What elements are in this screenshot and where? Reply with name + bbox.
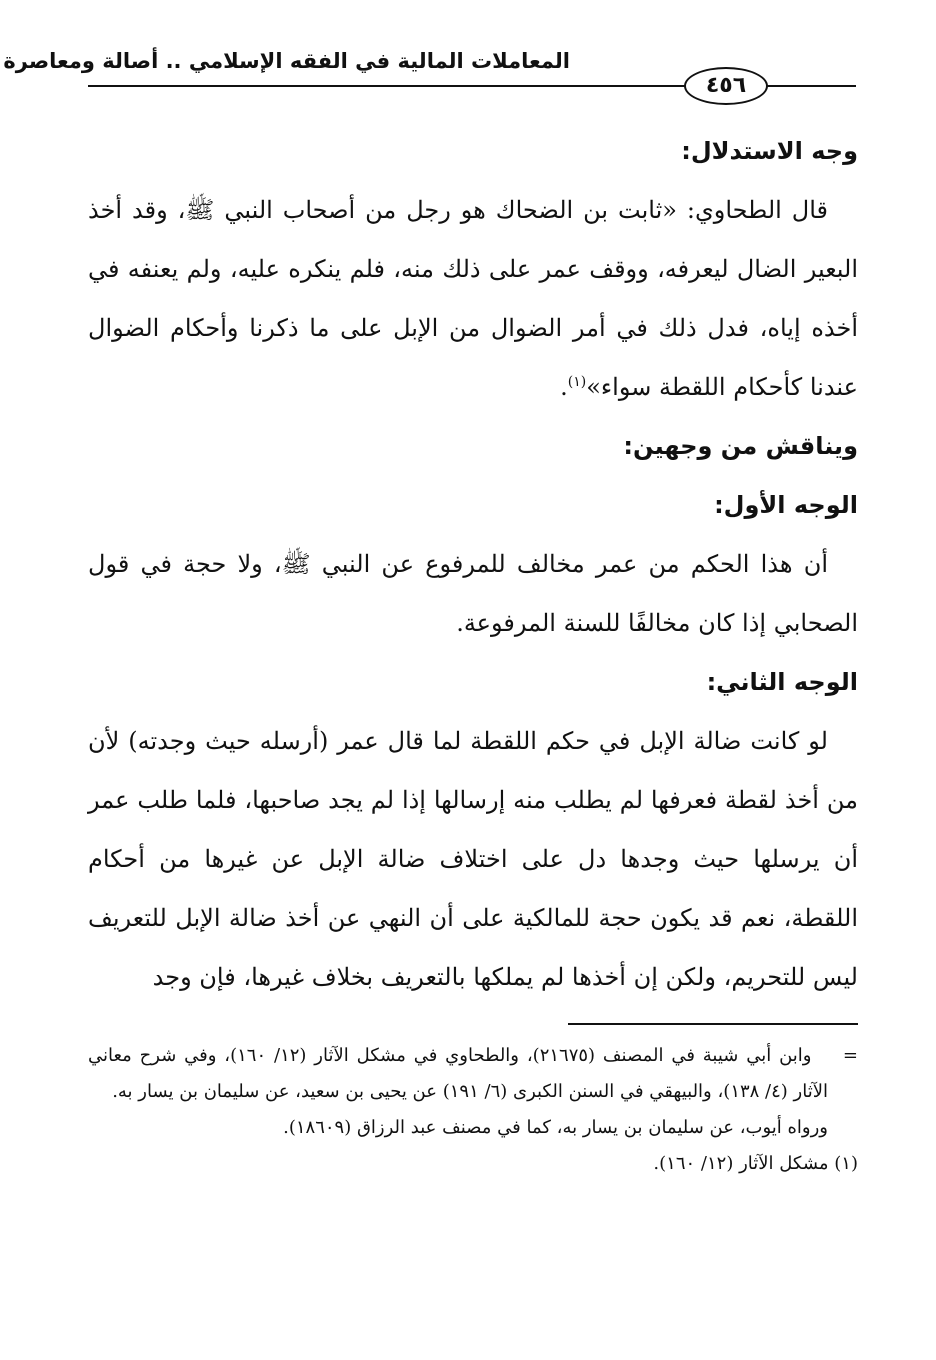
paragraph-text: قال الطحاوي: «ثابت بن الضحاك هو رجل من أصحاب النبي ﷺ، وقد أخذ البعير الضال ليعرفه، ووقف عمر على ذلك منه، فلم ينكره عليه، ولم يعنفه في أخذه إياه، فدل ذلك في أمر الضوال من الإبل على ما ذكرنا وأحكام الضوال عندنا كأحكام اللقطة سواء» [88,196,858,401]
heading-discussion: ويناقش من وجهين: [623,432,858,460]
footnote-rule [568,1023,858,1025]
continuation-marker: = [842,1045,858,1066]
paragraph-second-aspect: لو كانت ضالة الإبل في حكم اللقطة لما قال عمر (أرسله حيث وجدته) لأن من أخذ لقطة فعرفها لم يطلب منه إرسالها إذا لم يجد صاحبها، فلما طلب عمر أن يرسلها حيث وجدها دل على اختلاف ضالة الإبل عن غيرها من أحكام اللقطة، نعم قد يكون حجة للمالكية على أن النهي عن أخذ ضالة الإبل للتعريف ليس للتحريم، ولكن إن أخذها لم يملكها بالتعريف بخلاف غيرها، فإن وجد [88,727,858,991]
paragraph-first-aspect: أن هذا الحكم من عمر مخالف للمرفوع عن النبي ﷺ، ولا حجة في قول الصحابي إذا كان مخالفًا للسنة المرفوعة. [88,550,858,637]
running-header-title: المعاملات المالية في الفقه الإسلامي .. أصالة ومعاصرة [3,49,570,73]
paragraph-end: . [560,373,568,401]
heading-first-aspect: الوجه الأول: [714,491,858,519]
footnote-number: (١) [834,1153,858,1174]
paragraph-tahawi-quote [88,181,858,417]
main-text [88,122,858,1007]
footnotes [88,1038,858,1182]
footnote-reference: (١) [567,374,587,390]
heading-evidence: وجه الاستدلال: [681,137,858,165]
heading-second-aspect: الوجه الثاني: [706,668,858,696]
footnote-1 [88,1146,858,1182]
page-number: ٤٥٦ [684,67,768,105]
footnote-continuation-2: ورواه أيوب، عن سليمان بن يسار به، كما في مصنف عبد الرزاق (١٨٦٠٩). [283,1117,828,1138]
continuation-text: وابن أبي شيبة في المصنف (٢١٦٧٥)، والطحاوي في مشكل الآثار (١٢/ ١٦٠)، وفي شرح معاني الآثار (٤/ ١٣٨)، والبيهقي في السنن الكبرى (٦/ ١٩١) عن يحيى بن سعيد، عن سليمان بن يسار به. [88,1045,828,1102]
footnote-continuation [88,1038,858,1110]
footnote-text: مشكل الآثار (١٢/ ١٦٠). [653,1153,829,1174]
